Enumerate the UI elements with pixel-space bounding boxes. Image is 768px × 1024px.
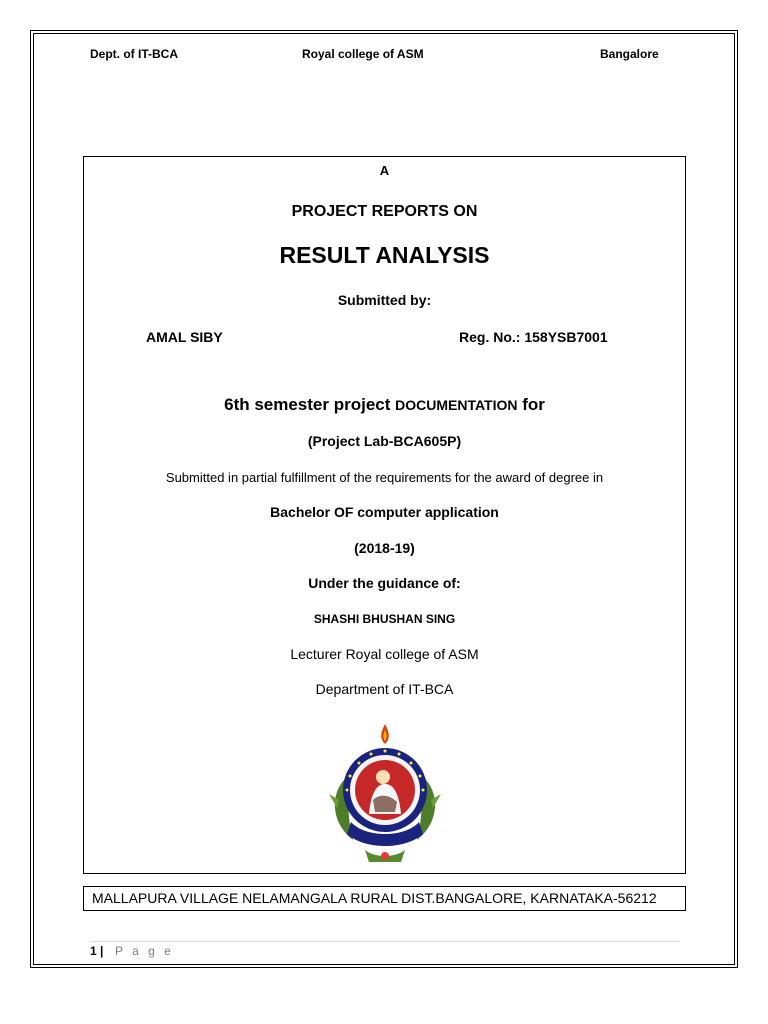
guidance-label: Under the guidance of: [308,575,461,591]
project-reports-heading: PROJECT REPORTS ON [291,203,478,220]
header-city: Bangalore [600,47,659,61]
article-a: A [379,163,390,178]
page-number [90,944,106,958]
student-name: AMAL SIBY [146,329,223,345]
degree-name: Bachelor OF computer application [270,504,499,520]
guide-name: SHASHI BHUSHAN SING [313,612,456,626]
guide-title: Lecturer Royal college of ASM [290,646,479,662]
header-department: Dept. of IT-BCA [90,47,178,61]
college-address: MALLAPURA VILLAGE NELAMANGALA RURAL DIST.BANGALORE, KARNATAKA-56212 [83,886,686,911]
semester-line-suffix: for [517,395,545,414]
title-page-box [83,156,686,874]
semester-line-prefix: 6th semester project [224,395,396,414]
page-word: P a g e [115,944,174,958]
academic-year: (2018-19) [354,540,415,556]
department-name: Department of IT-BCA [315,681,454,697]
page-separator: | [100,944,104,958]
page-number-value: 1 [90,944,97,958]
partial-fulfillment: Submitted in partial fulfillment of the requirements for the award of degree in [165,470,604,485]
submitted-by-label: Submitted by: [337,292,432,308]
registration-number: Reg. No.: 158YSB7001 [459,329,608,345]
college-logo-emblem [325,722,445,867]
footer-divider [90,941,680,942]
report-title: RESULT ANALYSIS [279,242,490,268]
semester-line [84,395,685,415]
header-college: Royal college of ASM [302,47,424,61]
lab-code: (Project Lab-BCA605P) [307,433,462,449]
semester-line-caps: DOCUMENTATION [395,397,518,413]
